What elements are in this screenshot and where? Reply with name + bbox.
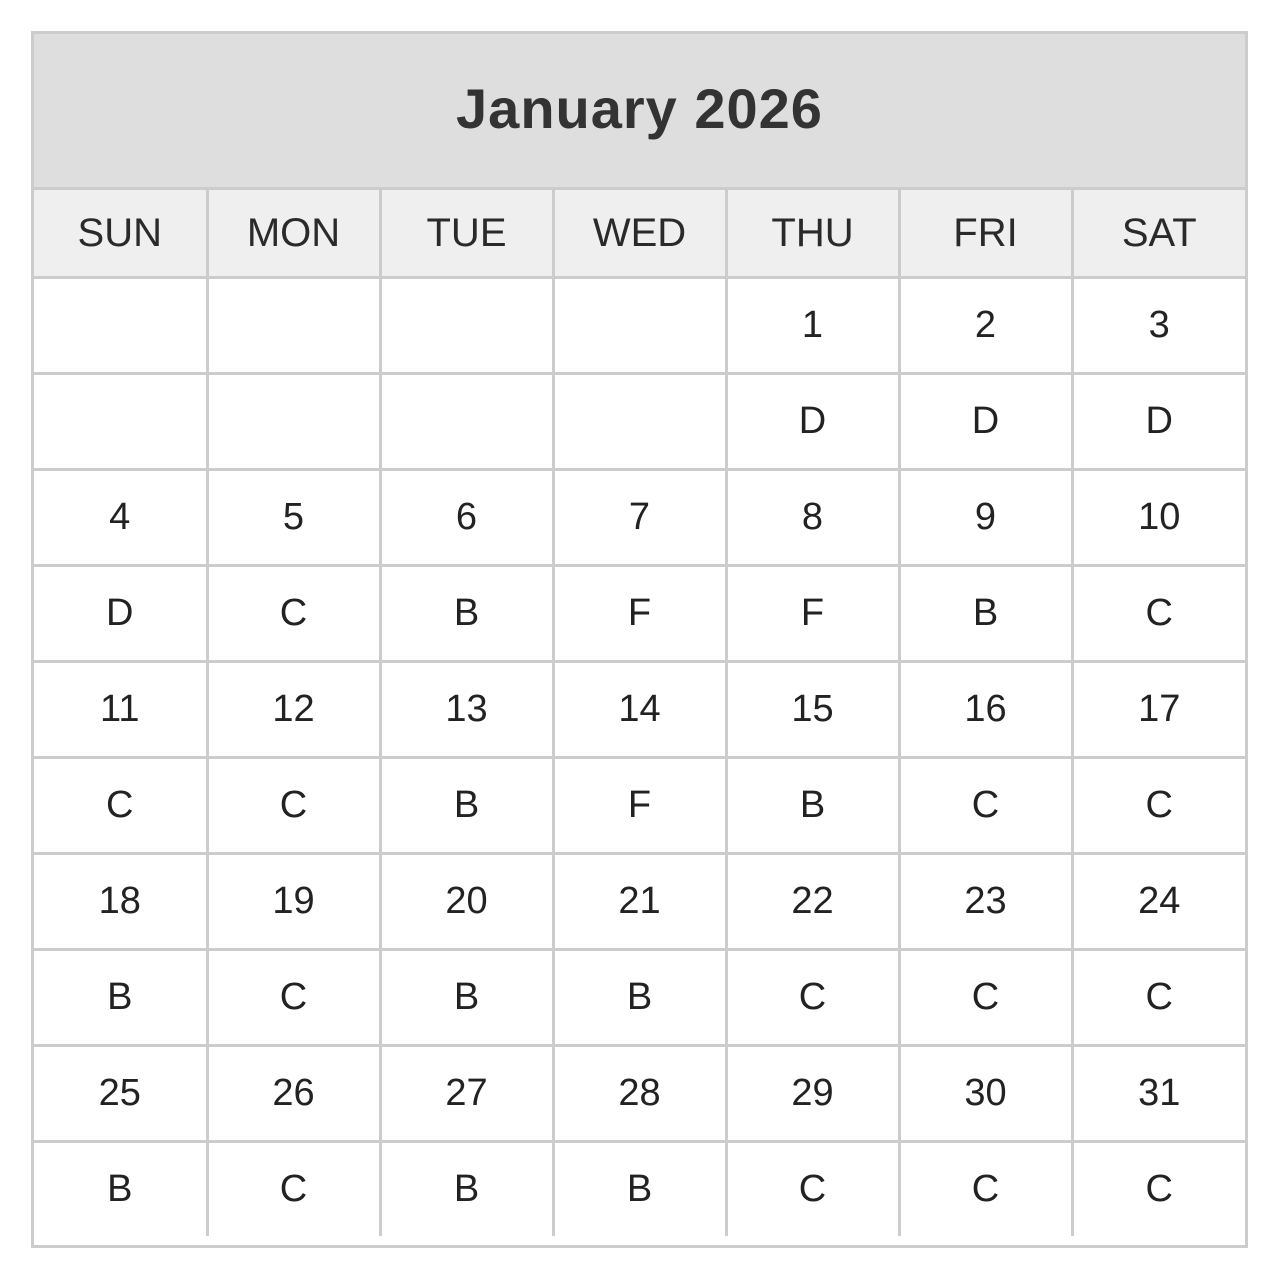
month-title: January 2026 [456, 77, 823, 140]
date-cell: 16 [899, 662, 1072, 758]
date-cell: 12 [207, 662, 380, 758]
grade-cell: C [1072, 758, 1245, 854]
grade-cell: B [726, 758, 899, 854]
grade-cell: C [726, 950, 899, 1046]
calendar [31, 31, 1248, 1248]
date-cell: 13 [380, 662, 553, 758]
weekday-thu: THU [726, 190, 899, 278]
grade-cell: C [1072, 950, 1245, 1046]
date-cell: 14 [553, 662, 726, 758]
grade-cell: B [899, 566, 1072, 662]
weekday-tue: TUE [380, 190, 553, 278]
date-cell: 6 [380, 470, 553, 566]
date-cell [553, 278, 726, 374]
grade-cell: C [207, 1142, 380, 1237]
grade-cell [207, 374, 380, 470]
date-cell: 31 [1072, 1046, 1245, 1142]
grade-cell: D [899, 374, 1072, 470]
grade-row [34, 1142, 1245, 1237]
grade-cell: D [726, 374, 899, 470]
grade-cell: C [899, 1142, 1072, 1237]
date-cell: 23 [899, 854, 1072, 950]
weekday-fri: FRI [899, 190, 1072, 278]
date-cell: 4 [34, 470, 207, 566]
grade-cell: B [553, 1142, 726, 1237]
date-cell: 7 [553, 470, 726, 566]
grade-cell: D [34, 566, 207, 662]
grade-cell: B [380, 758, 553, 854]
grade-cell: B [34, 950, 207, 1046]
weekday-mon: MON [207, 190, 380, 278]
grade-row [34, 566, 1245, 662]
date-row [34, 278, 1245, 374]
weekday-sat: SAT [1072, 190, 1245, 278]
weekday-sun: SUN [34, 190, 207, 278]
grade-cell: B [380, 566, 553, 662]
grade-cell: F [726, 566, 899, 662]
grade-cell [34, 374, 207, 470]
grade-cell: B [34, 1142, 207, 1237]
date-row [34, 470, 1245, 566]
grade-cell [553, 374, 726, 470]
calendar-grid [34, 190, 1245, 1236]
grade-row [34, 374, 1245, 470]
date-cell: 18 [34, 854, 207, 950]
grade-cell: C [207, 950, 380, 1046]
date-cell [207, 278, 380, 374]
date-cell: 29 [726, 1046, 899, 1142]
grade-row [34, 758, 1245, 854]
grade-cell: C [1072, 566, 1245, 662]
grade-cell: C [207, 566, 380, 662]
date-cell: 3 [1072, 278, 1245, 374]
date-cell: 19 [207, 854, 380, 950]
date-cell: 8 [726, 470, 899, 566]
date-cell: 2 [899, 278, 1072, 374]
date-cell: 5 [207, 470, 380, 566]
date-cell: 30 [899, 1046, 1072, 1142]
weekday-wed: WED [553, 190, 726, 278]
date-cell [380, 278, 553, 374]
date-cell: 26 [207, 1046, 380, 1142]
date-cell: 28 [553, 1046, 726, 1142]
grade-cell: D [1072, 374, 1245, 470]
grade-cell: B [380, 950, 553, 1046]
date-cell: 20 [380, 854, 553, 950]
date-cell: 22 [726, 854, 899, 950]
grade-cell: C [726, 1142, 899, 1237]
date-cell: 1 [726, 278, 899, 374]
grade-cell: C [899, 950, 1072, 1046]
grade-cell: F [553, 566, 726, 662]
date-row [34, 854, 1245, 950]
grade-row [34, 950, 1245, 1046]
grade-cell: C [1072, 1142, 1245, 1237]
date-cell: 15 [726, 662, 899, 758]
grade-cell [380, 374, 553, 470]
date-cell: 10 [1072, 470, 1245, 566]
grade-cell: C [207, 758, 380, 854]
date-cell: 11 [34, 662, 207, 758]
grade-cell: F [553, 758, 726, 854]
calendar-header [34, 34, 1245, 190]
date-cell: 21 [553, 854, 726, 950]
weekday-header-row [34, 190, 1245, 278]
grade-cell: B [380, 1142, 553, 1237]
grade-cell: B [553, 950, 726, 1046]
date-row [34, 1046, 1245, 1142]
date-cell: 17 [1072, 662, 1245, 758]
date-cell: 25 [34, 1046, 207, 1142]
date-cell: 24 [1072, 854, 1245, 950]
grade-cell: C [899, 758, 1072, 854]
date-cell: 9 [899, 470, 1072, 566]
grade-cell: C [34, 758, 207, 854]
date-cell [34, 278, 207, 374]
date-cell: 27 [380, 1046, 553, 1142]
date-row [34, 662, 1245, 758]
